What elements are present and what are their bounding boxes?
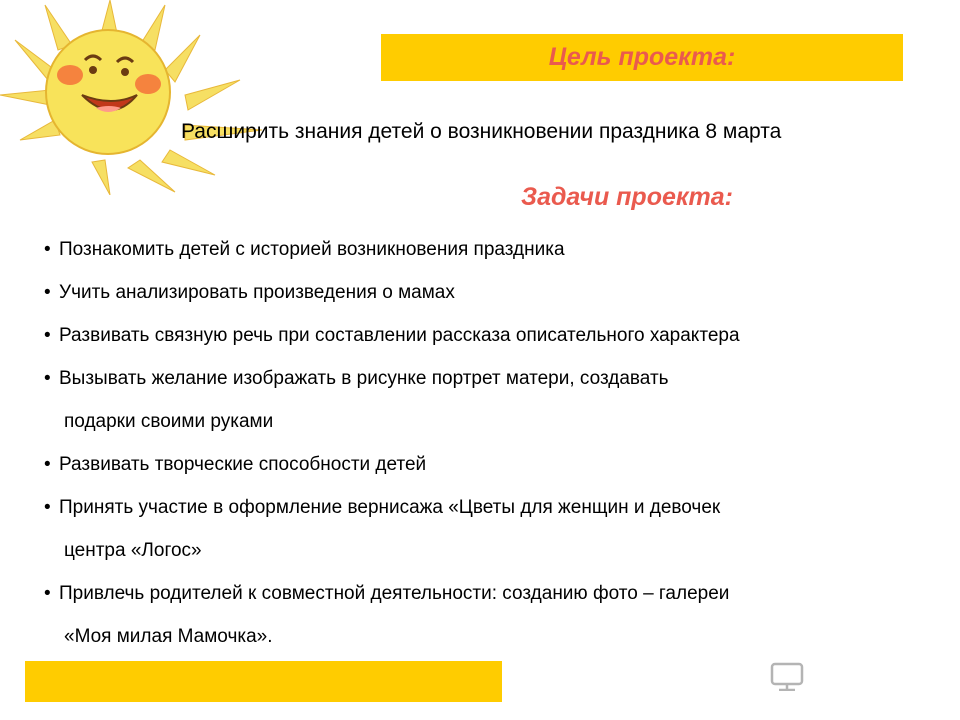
goal-title-bar <box>381 34 903 81</box>
goal-text: Расширить знания детей о возникновении праздника 8 марта <box>181 120 782 143</box>
list-item: • Учить анализировать произведения о мамах <box>44 271 924 314</box>
list-item: • Принять участие в оформление вернисажа «Цветы для женщин и девочек центра «Логос» <box>44 486 924 572</box>
bullet-icon: • <box>44 325 51 346</box>
bullet-icon: • <box>44 282 51 303</box>
tasks-list <box>44 228 924 658</box>
list-item: • Развивать связную речь при составлении рассказа описательного характера <box>44 314 924 357</box>
bullet-icon: • <box>44 454 51 475</box>
tasks-title: Задачи проекта: <box>521 183 734 211</box>
sun-illustration <box>0 0 270 195</box>
watermark-logo <box>770 658 930 694</box>
bullet-icon: • <box>44 497 51 518</box>
goal-title: Цель проекта: <box>548 43 736 71</box>
bullet-icon: • <box>44 583 51 604</box>
bullet-icon: • <box>44 239 51 260</box>
bullet-icon: • <box>44 368 51 389</box>
presentation-icon <box>770 661 804 691</box>
list-item: • Вызывать желание изображать в рисунке портрет матери, создавать подарки своими руками <box>44 357 924 443</box>
list-item: • Привлечь родителей к совместной деятельности: созданию фото – галереи «Моя милая Мамочка». <box>44 572 924 658</box>
list-item: • Развивать творческие способности детей <box>44 443 924 486</box>
list-item: • Познакомить детей с историей возникновения праздника <box>44 228 924 271</box>
bottom-accent-bar <box>25 661 502 702</box>
